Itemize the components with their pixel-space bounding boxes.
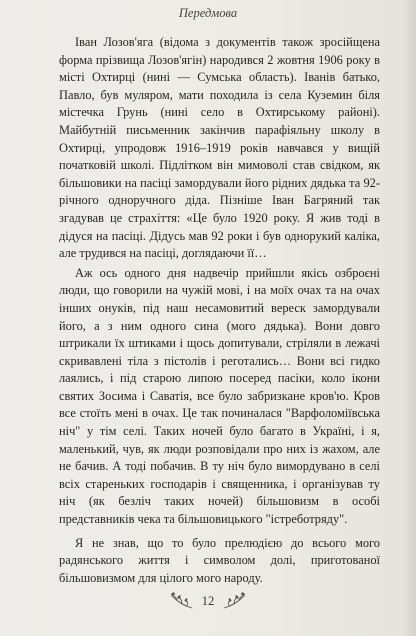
- page-footer: [0, 588, 416, 618]
- page-number: 12: [201, 594, 215, 608]
- paragraph-3: Я не знав, що то було прелюдією до всього мого радянського життя і символом долі, приготованої більшовизмом для цілого мого народу.: [59, 535, 380, 585]
- running-header: Передмова: [178, 6, 238, 20]
- page-edge-shadow: [402, 0, 416, 636]
- body-text: [59, 34, 380, 587]
- paragraph-1: Іван Лозов'яга (відома з документів також зросійщена форма прізвища Лозов'ягін) народився 2 жовтня 1906 року в місті Охтирці (нині — Сумська область). Іванів батько, Павло, був муляром, мати походила із села Куземин біля містечка Грунь (нині селo в Охтирському районі). Майбутній письменник закінчив парафіяльну школу в Охтирці, упродовж 1916–1919 років навчався у вищій початковій школі. Підлітком він мимоволі став свідком, як більшовики на пасіці замордували його рідних дядька та 92-річного одноручного діда. Пізніше Іван Багряний так згадував це страхіття: «Це було 1920 року. Я жив тоді в дідуся на пасіці. Дідусь мав 92 роки і був однорукий каліка, але трудився на пасіці, доглядаючи її…: [59, 35, 380, 261]
- paragraph-2: Аж ось одного дня надвечір прийшли якісь озброєні люди, що говорили на чужій мові, і на моїх очах та на очах інших онуків, під наш несамовитий вереск замордували його, а з ним одного сина (мого дядька). Вони довго штрикали їх штиками і щось допитували, стріляли в лежачі скривавлені тіла з пістолів і реготались… Вони всі гидко лаялись, і під старою липою посеред пасіки, коло ікони святих Зосима і Саватія, все було забризкане кров'ю. Кров все стоїть мені в очах. Це так починалася "Варфоломіївська ніч" у тім селі. Таких ночей було багато в Україні, і я, маленький, чув, як люди розповідали про них із жахом, але не бачив. А тодi побачив. В ту ніч було вимордувано в селі всіх старенькиx господарів і священника, і організував ту ніч (як безліч таких ночей) більшовизм в особі представників чека та більшовицького "істреботряду".: [59, 265, 380, 527]
